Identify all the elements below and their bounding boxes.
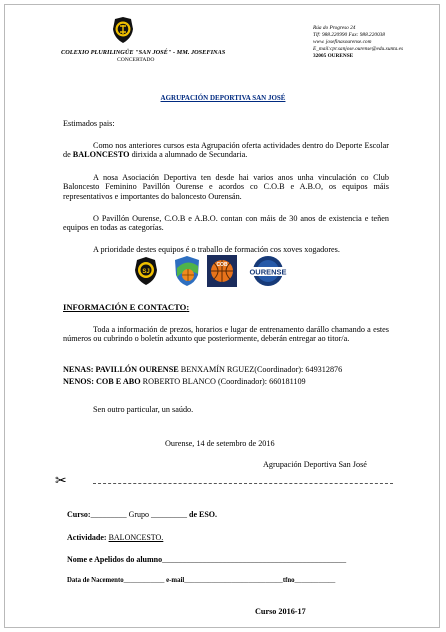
school-crest-small-logo [133,256,159,291]
nome-label: Nome e Apelidos do alumno [67,555,163,564]
email-label: e-mail [164,577,185,584]
form-actividade-row [67,533,163,542]
nome-field[interactable]: ______________________________________________ [162,555,347,564]
school-subtitle: CONCERTADO [117,57,155,63]
contact-city: 32005 OURENSE [313,52,354,59]
nenos-contact-row [63,377,306,386]
form-curso-row [67,510,217,519]
curso-label: Curso: [67,510,91,519]
paragraph-3: O Pavillón Ourense, C.O.B e A.B.O. contan con máis de 30 anos de existencia e teñen equipos en todas as categorías. [63,214,389,233]
email-field[interactable]: _____________________________ [184,577,283,584]
nenos-contact: ROBERTO BLANCO (Coordinador): 660181109 [140,377,306,386]
paragraph-1-bold: BALONCESTO [72,150,130,160]
tfno-label: tfno [282,577,295,584]
contact-email: E_mail:cpr.sanjose.ourense@edu.xunta.es [313,45,403,52]
ourense-logo-text: OURENSE [249,267,287,277]
paragraph-1-text: Como nos anteriores cursos esta Agrupación oferta actividades dentro do Deporte Escolar de [63,141,389,160]
nenos-label: NENOS: COB E ABO [63,377,141,386]
ourense-basket-logo [245,255,291,292]
paragraph-1-text-end: dirixida a alumnado de Secundaria. [129,150,248,160]
grupo-field[interactable]: _________ [151,510,188,519]
nenas-contact: BENXAMÍN RGUEZ(Coordinador): 649312876 [178,365,343,374]
school-contact-block [313,25,403,60]
pavillon-ourense-logo [173,255,201,292]
nenas-label: NENAS: PAVILLÓN OURENSE [63,365,179,374]
course-footer: Curso 2016-17 [255,607,306,616]
signature: Agrupación Deportiva San José [263,460,367,469]
form-nome-row [67,555,346,564]
closing-text: Sen outro particular, un saúdo. [93,405,194,414]
document-title: AGRUPACIÓN DEPORTIVA SAN JOSÉ [160,94,286,102]
nenas-contact-row [63,365,342,374]
cob-logo-text: COB [216,262,228,268]
crest-logo-text: SJ [142,269,150,275]
letter-date: Ourense, 14 de setembro de 2016 [165,439,275,448]
nacemento-field[interactable]: ____________ [123,577,165,584]
eso-label: de ESO. [187,510,218,519]
school-crest-logo [111,16,135,44]
scissors-icon: ✂ [55,474,67,489]
grupo-label: Grupo [126,510,152,519]
actividade-value: BALONCESTO. [108,533,164,542]
actividade-label: Actividade: [67,533,109,542]
document-page [4,4,440,628]
paragraph-4: A prioridade destes equipos é o traballo de formación cos xoves xogadores. [93,245,340,254]
tfno-field[interactable]: ____________ [294,577,336,584]
cut-line [93,483,393,484]
info-section-title [63,302,189,312]
info-paragraph: Toda a información de prezos, horarios e lugar de entrenamento darállo chamando a estes números ou cubrindo o boletín adxunto que posteriormente, deberán entregar ao titor/a. [63,325,389,344]
paragraph-1 [63,141,389,160]
nacemento-label: Data de Nacemento [67,577,124,584]
contact-website: www. josefinasourense.com [313,38,372,45]
cob-logo [207,255,237,292]
school-name: COLEXIO PLURILINGÜE "SAN JOSÉ" - MM. JOSEFINAS [61,49,226,56]
contact-phone: Tlf: 988.220990 Fax: 988.220038 [313,31,385,38]
info-section-colon: : [186,302,190,312]
form-contact-row [67,577,335,584]
contact-address: Rúa do Progreso 24 [313,25,356,31]
curso-field[interactable]: _________ [90,510,127,519]
info-section-title-text: INFORMACIÓN E CONTACTO [63,302,187,312]
paragraph-2: A nosa Asociación Deportiva ten desde hai varios anos unha vinculación co Club Baloncesto Feminino Pavillón Ourense e acordos co C.O.B e A.B.O, os equipos máis representativos e importantes do baloncesto Ourensán. [63,173,389,201]
greeting: Estimados pais: [63,119,115,128]
